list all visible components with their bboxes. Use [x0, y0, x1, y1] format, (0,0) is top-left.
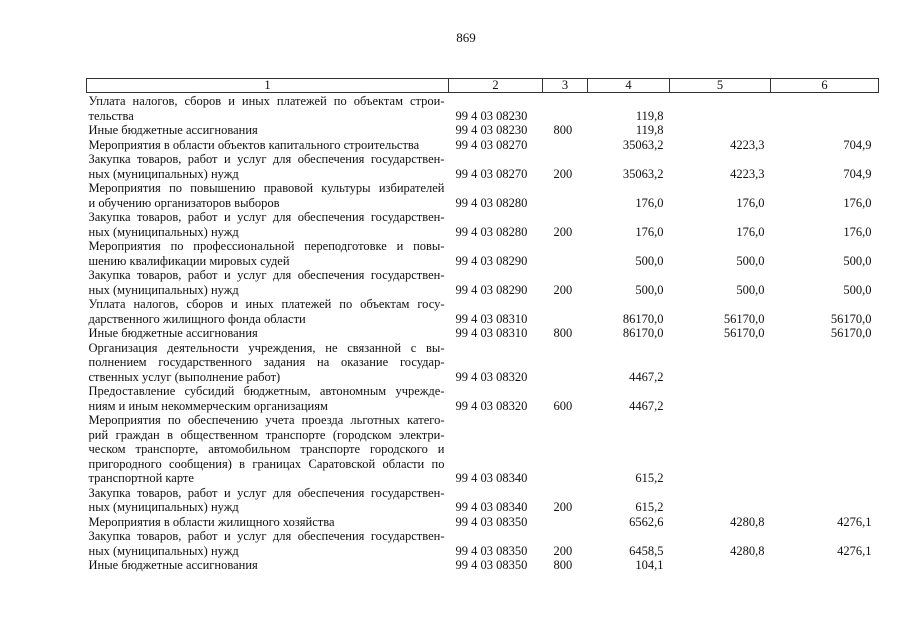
row-description: [87, 515, 449, 530]
table-row: [87, 558, 879, 573]
header-col-4: 4: [588, 79, 670, 93]
row-value-col5: [670, 341, 771, 385]
description-line: ных (муниципальных) нужд: [88, 282, 239, 297]
row-description: [87, 181, 449, 210]
description-line: Закупка товаров, работ и услуг для обеспечения государствен-: [88, 529, 445, 543]
row-value-col5: 56170,0: [723, 311, 765, 326]
row-value-col5: 4223,3: [730, 166, 765, 181]
table-row: [87, 138, 879, 153]
row-description: [87, 138, 449, 153]
row-code: 99 4 03 08280: [455, 224, 528, 239]
table-row: [87, 341, 879, 385]
row-value-col5: 500,0: [736, 253, 765, 268]
description-line: Закупка товаров, работ и услуг для обеспечения государствен-: [88, 268, 445, 282]
header-col-1: 1: [87, 79, 449, 93]
row-description: [87, 529, 449, 558]
row-description: [87, 413, 449, 486]
row-value-col5: [670, 93, 771, 124]
table-row: [87, 384, 879, 413]
header-col-5: 5: [670, 79, 771, 93]
row-description: [87, 486, 449, 515]
row-value-col6: 176,0: [843, 195, 872, 210]
description-line: Мероприятия в области объектов капитального строительства: [88, 137, 420, 152]
row-value-col4: 4467,2: [629, 398, 664, 413]
description-line: транспортной карте: [88, 471, 194, 485]
row-value-col6: 56170,0: [830, 311, 872, 326]
description-line: ных (муниципальных) нужд: [88, 543, 239, 558]
row-value-col4: 615,2: [635, 471, 664, 485]
row-value-col4: 35063,2: [622, 137, 664, 152]
row-expense-type: [543, 515, 588, 530]
row-description: [87, 93, 449, 124]
row-value-col6: [771, 413, 879, 486]
row-value-col4: 500,0: [635, 253, 664, 268]
row-value-col5: [670, 413, 771, 486]
row-code: 99 4 03 08320: [455, 369, 528, 384]
row-code: 99 4 03 08270: [455, 166, 528, 181]
row-expense-type: [543, 413, 588, 486]
description-line: ческом транспорте, автомобильном транспорте городского и: [88, 442, 445, 456]
row-value-col6: [771, 486, 879, 515]
header-col-3: 3: [543, 79, 588, 93]
description-line: Предоставление субсидий бюджетным, автономным учрежде-: [88, 384, 445, 398]
row-code: 99 4 03 08310: [455, 326, 528, 340]
row-expense-type: [543, 181, 588, 210]
row-value-col6: 704,9: [843, 137, 872, 152]
description-line: ственных услуг (выполнение работ): [88, 369, 281, 384]
row-value-col4: 4467,2: [629, 369, 664, 384]
description-line: Уплата налогов, сборов и иных платежей по объектам строи-: [88, 94, 445, 108]
row-value-col5: [670, 558, 771, 573]
row-value-col5: [670, 123, 771, 138]
table-row: [87, 239, 879, 268]
description-line: ных (муниципальных) нужд: [88, 500, 239, 514]
row-value-col6: 4276,1: [837, 543, 872, 558]
table-row: [87, 93, 879, 124]
row-code: 99 4 03 08350: [455, 514, 528, 529]
row-expense-type: [543, 138, 588, 153]
row-value-col4: 86170,0: [622, 326, 664, 340]
description-line: Уплата налогов, сборов и иных платежей по объектам госу-: [88, 297, 445, 311]
row-expense-type: 200: [553, 282, 573, 297]
header-col-2: 2: [449, 79, 543, 93]
description-line: Мероприятия в области жилищного хозяйства: [88, 514, 335, 529]
row-description: [87, 152, 449, 181]
description-line: полнением государственного задания на оказание государ-: [88, 355, 445, 369]
description-line: ных (муниципальных) нужд: [88, 224, 239, 239]
row-value-col4: 6458,5: [629, 543, 664, 558]
row-value-col5: 4280,8: [730, 543, 765, 558]
row-code: 99 4 03 08290: [455, 282, 528, 297]
row-code: 99 4 03 08230: [455, 108, 528, 123]
description-line: Иные бюджетные ассигнования: [88, 326, 258, 340]
row-code: 99 4 03 08340: [455, 500, 528, 514]
table-row: [87, 515, 879, 530]
row-value-col6: 4276,1: [837, 514, 872, 529]
row-value-col5: 4280,8: [730, 514, 765, 529]
table-row: [87, 181, 879, 210]
description-line: Мероприятия по профессиональной переподготовке и повы-: [88, 239, 445, 253]
description-line: Мероприятия по повышению правовой культуры избирателей: [88, 181, 445, 195]
row-value-col4: 119,8: [635, 123, 664, 137]
row-description: [87, 341, 449, 385]
row-value-col5: [670, 486, 771, 515]
table-row: [87, 413, 879, 486]
row-description: [87, 297, 449, 326]
description-line: Закупка товаров, работ и услуг для обеспечения государствен-: [88, 485, 445, 500]
row-code: 99 4 03 08270: [455, 137, 528, 152]
row-code: 99 4 03 08350: [455, 558, 528, 572]
row-expense-type: [543, 93, 588, 124]
table-row: [87, 529, 879, 558]
description-line: Иные бюджетные ассигнования: [88, 123, 258, 137]
row-expense-type: 200: [553, 543, 573, 558]
row-description: [87, 210, 449, 239]
row-expense-type: 800: [553, 326, 573, 340]
row-value-col5: 56170,0: [723, 326, 765, 340]
row-value-col4: 176,0: [635, 224, 664, 239]
description-line: Иные бюджетные ассигнования: [88, 558, 258, 572]
row-value-col5: 176,0: [736, 224, 765, 239]
row-value-col6: [771, 341, 879, 385]
row-expense-type: [543, 297, 588, 326]
table-row: [87, 297, 879, 326]
description-line: Закупка товаров, работ и услуг для обеспечения государствен-: [88, 210, 445, 224]
row-value-col6: 500,0: [843, 253, 872, 268]
row-description: [87, 123, 449, 138]
description-line: Мероприятия по обеспечению учета проезда льготных катего-: [88, 413, 445, 427]
table-row: [87, 123, 879, 138]
description-line: дарственного жилищного фонда области: [88, 311, 306, 326]
description-line: тельства: [88, 108, 134, 123]
row-expense-type: [543, 341, 588, 385]
row-expense-type: 600: [553, 398, 573, 413]
row-description: [87, 268, 449, 297]
row-expense-type: 200: [553, 166, 573, 181]
row-code: 99 4 03 08290: [455, 253, 528, 268]
row-value-col6: [771, 93, 879, 124]
budget-table: [86, 78, 879, 573]
row-description: [87, 384, 449, 413]
row-value-col4: 500,0: [635, 282, 664, 297]
table-row: [87, 210, 879, 239]
row-value-col4: 104,1: [635, 558, 664, 572]
row-value-col6: [771, 123, 879, 138]
row-value-col6: 704,9: [843, 166, 872, 181]
table-body: [87, 93, 879, 573]
description-line: рий граждан в общественном транспорте (городском электри-: [88, 427, 445, 442]
row-code: 99 4 03 08320: [455, 398, 528, 413]
row-value-col5: 176,0: [736, 195, 765, 210]
description-line: Организация деятельности учреждения, не связанной с вы-: [88, 340, 445, 355]
row-description: [87, 558, 449, 573]
table-row: [87, 152, 879, 181]
row-value-col4: 176,0: [635, 195, 664, 210]
row-value-col4: 86170,0: [622, 311, 664, 326]
row-value-col5: 4223,3: [730, 137, 765, 152]
page-number: 869: [456, 30, 476, 45]
row-expense-type: 800: [553, 558, 573, 572]
description-line: Закупка товаров, работ и услуг для обеспечения государствен-: [88, 152, 445, 166]
row-expense-type: [543, 239, 588, 268]
row-code: 99 4 03 08230: [455, 123, 528, 137]
row-value-col5: 500,0: [736, 282, 765, 297]
description-line: и обучению организаторов выборов: [88, 195, 280, 210]
description-line: пригородного сообщения) в границах Саратовской области по: [88, 456, 445, 471]
row-code: 99 4 03 08340: [455, 471, 528, 485]
row-value-col6: 500,0: [843, 282, 872, 297]
row-value-col4: 615,2: [635, 500, 664, 514]
table-row: [87, 326, 879, 341]
description-line: шению квалификации мировых судей: [88, 253, 290, 268]
row-code: 99 4 03 08350: [455, 543, 528, 558]
row-expense-type: 200: [553, 500, 573, 514]
table-row: [87, 486, 879, 515]
row-value-col4: 119,8: [635, 108, 664, 123]
row-value-col6: [771, 558, 879, 573]
row-value-col5: [670, 384, 771, 413]
row-value-col6: 56170,0: [830, 326, 872, 340]
row-value-col6: [771, 384, 879, 413]
table-header: [87, 79, 879, 93]
row-code: 99 4 03 08310: [455, 311, 528, 326]
description-line: ниям и иным некоммерческим организациям: [88, 398, 328, 413]
row-expense-type: 800: [553, 123, 573, 137]
row-value-col4: 35063,2: [622, 166, 664, 181]
table-row: [87, 268, 879, 297]
header-col-6: 6: [771, 79, 879, 93]
row-code: 99 4 03 08280: [455, 195, 528, 210]
row-description: [87, 326, 449, 341]
row-value-col6: 176,0: [843, 224, 872, 239]
row-value-col4: 6562,6: [629, 514, 664, 529]
row-description: [87, 239, 449, 268]
description-line: ных (муниципальных) нужд: [88, 166, 239, 181]
row-expense-type: 200: [553, 224, 573, 239]
